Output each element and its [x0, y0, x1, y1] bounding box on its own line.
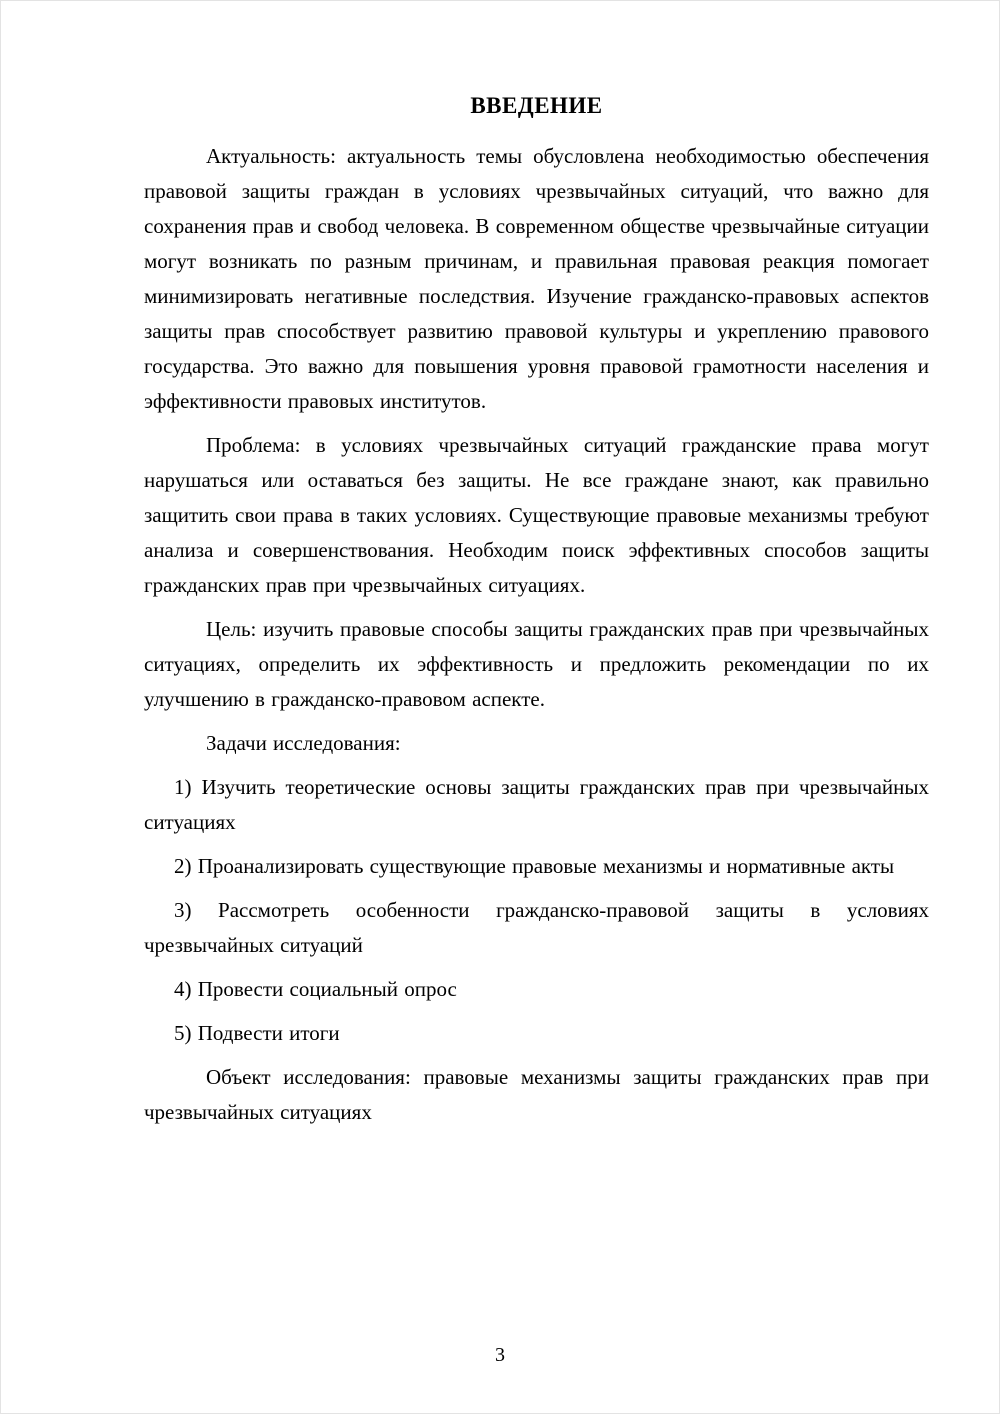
- section-title: ВВЕДЕНИЕ: [470, 93, 603, 118]
- task-item-2: 2) Проанализировать существующие правовые механизмы и нормативные акты: [174, 854, 895, 878]
- page-content: [1, 1, 999, 1130]
- task-item-3: 3) Рассмотреть особенности гражданско-правовой защиты в условиях чрезвычайных ситуаций: [144, 898, 929, 957]
- paragraph-tasks-heading: Задачи исследования:: [206, 731, 401, 755]
- task-item-1: 1) Изучить теоретические основы защиты гражданских прав при чрезвычайных ситуациях: [144, 775, 929, 834]
- paragraph-goal: Цель: изучить правовые способы защиты гражданских прав при чрезвычайных ситуациях, определить их эффективность и предложить рекомендации по их улучшению в гражданско-правовом аспекте.: [144, 617, 929, 711]
- paragraph-relevance: Актуальность: актуальность темы обусловлена необходимостью обеспечения правовой защиты граждан в условиях чрезвычайных ситуаций, что важно для сохранения прав и свобод человека. В современном обществе чрезвычайные ситуации могут возникать по разным причинам, и правильная правовая реакция помогает минимизировать негативные последствия. Изучение гражданско-правовых аспектов защиты прав способствует развитию правовой культуры и укреплению правового государства. Это важно для повышения уровня правовой грамотности населения и эффективности правовых институтов.: [144, 144, 929, 413]
- paragraph-object: Объект исследования: правовые механизмы защиты гражданских прав при чрезвычайных ситуациях: [144, 1065, 929, 1124]
- paragraph-problem: Проблема: в условиях чрезвычайных ситуаций гражданские права могут нарушаться или оставаться без защиты. Не все граждане знают, как правильно защитить свои права в таких условиях. Существующие правовые механизмы требуют анализа и совершенствования. Необходим поиск эффективных способов защиты гражданских прав при чрезвычайных ситуациях.: [144, 433, 929, 597]
- task-item-4: 4) Провести социальный опрос: [174, 977, 457, 1001]
- task-item-5: 5) Подвести итоги: [174, 1021, 340, 1045]
- page-number: 3: [495, 1344, 505, 1366]
